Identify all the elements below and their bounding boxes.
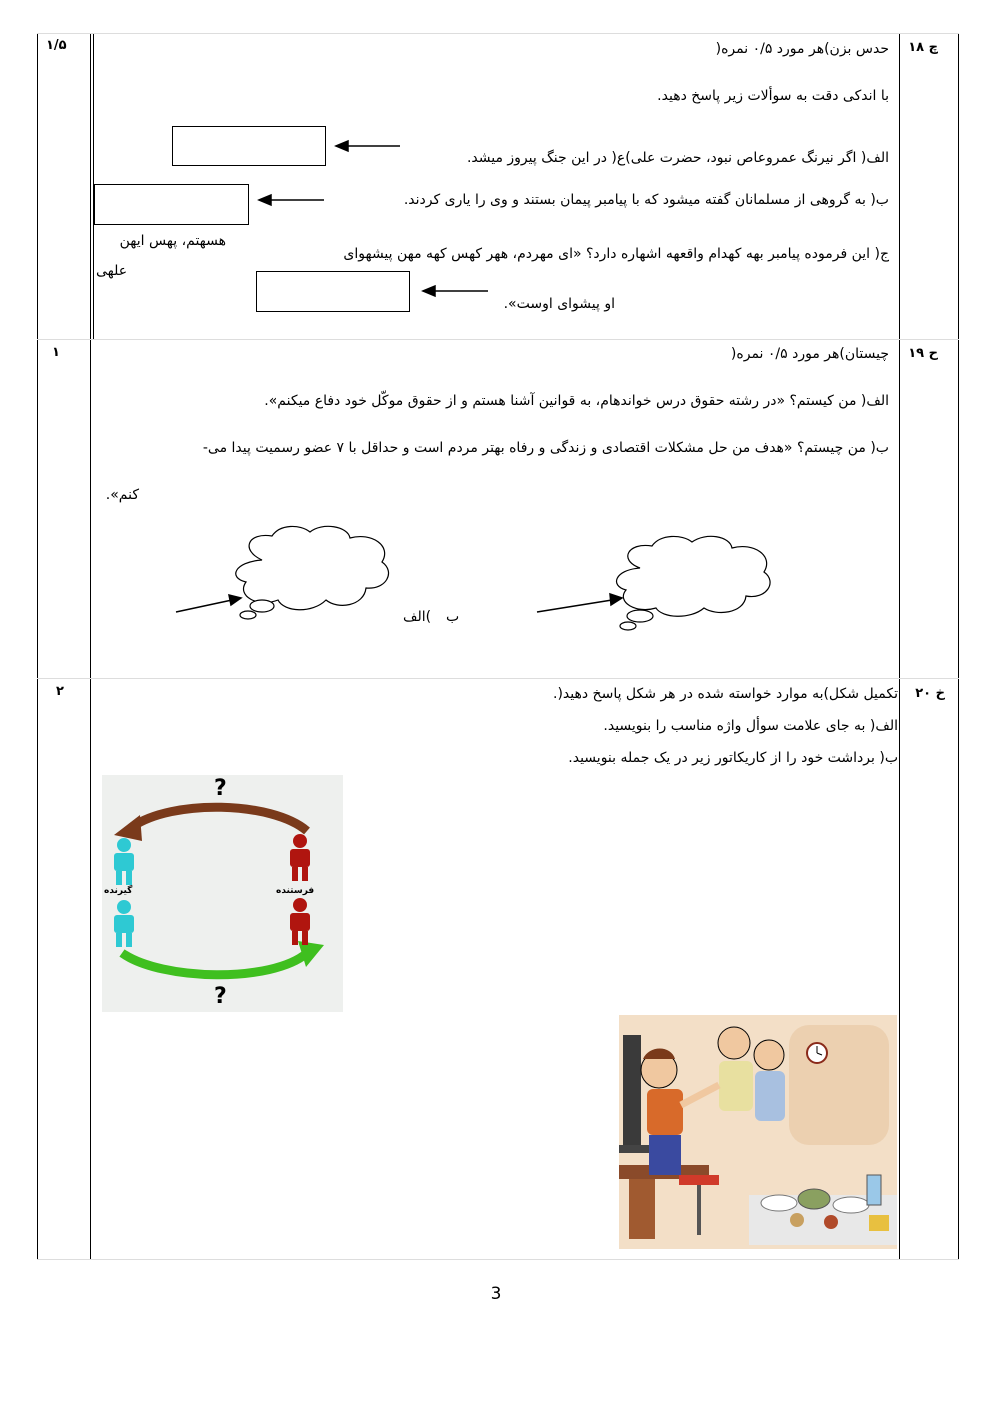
arrow-to-right-cloud <box>537 594 622 612</box>
q18-item-b: ب( به گروهی از مسلمانان گفته میشود که با پیامبر پیمان بستند و وی را یاری کردند. <box>403 192 889 208</box>
q20-item-a: الف( به جای علامت سوأل واژه مناسب را بنویسید. <box>603 718 898 734</box>
puller-head <box>718 1027 750 1059</box>
q18-instruction: با اندکی دقت به سوألات زیر پاسخ دهید. <box>657 88 889 104</box>
receiver-label: گیرنده <box>104 886 133 896</box>
caricature-image <box>619 1015 897 1249</box>
arrow-to-left-cloud <box>176 595 241 612</box>
question-number-18: چ ۱۸ <box>908 40 938 55</box>
feedback-arrowhead <box>114 815 142 841</box>
arrow-a <box>336 141 400 151</box>
thought-clouds <box>0 520 992 650</box>
q18-item-a: الف( اگر نیرنگ عمروعاص نبود، حضرت علی)ع( در این جنگ پیروز میشد. <box>466 150 889 166</box>
question-mark-top: ? <box>214 776 227 801</box>
thought-cloud-left <box>236 526 389 619</box>
question-score-20: ۲ <box>56 684 64 699</box>
sender-label: فرستنده <box>276 886 315 896</box>
q18-side-note-line1: هسهتم، پهس ایهن <box>119 233 226 249</box>
cloud-label-b: ب <box>446 609 460 625</box>
row-divider-bottom <box>37 1259 959 1260</box>
q19-item-b-line1: ب( من چیستم؟ «هدف من حل مشکلات اقتصادی و زندگی و رفاه بهتر مردم است و حداقل با ۷ عضو رسمیت پیدا می- <box>202 440 889 456</box>
sender-figure-bottom <box>290 898 310 945</box>
q20-title: تکمیل شکل)به موارد خواسته شده در هر شکل پاسخ دهید(. <box>553 686 898 702</box>
caricature-svg <box>619 1015 897 1249</box>
arrow-c <box>423 286 488 296</box>
second-person-head <box>754 1040 784 1070</box>
communication-diagram <box>102 775 343 1012</box>
arrow-b <box>259 195 324 205</box>
question-number-19: ح ۱۹ <box>908 346 938 361</box>
row-divider-19-20 <box>37 678 959 679</box>
communication-diagram-svg <box>102 775 343 1012</box>
q18-item-c-line2: او پیشوای اوست». <box>503 296 615 312</box>
thought-cloud-right <box>617 536 771 630</box>
q19-item-b-line2: کنم». <box>105 487 139 503</box>
q20-item-b: ب( برداشت خود را از کاریکاتور زیر در یک جمله بنویسید. <box>568 750 898 766</box>
q18-side-note-line2: علهی <box>96 263 128 279</box>
receiver-figure-bottom <box>114 900 134 947</box>
message-arrow <box>122 953 307 975</box>
question-score-18: ۱/۵ <box>46 38 67 53</box>
q18-item-c-line1: ج( این فرموده پیامبر بهه کهدام واقعهه اشهاره دارد؟ «ای مهردم، ههر کهس کهه مهن پیشهوای <box>343 246 889 262</box>
question-score-19: ۱ <box>52 345 60 360</box>
cloud-label-a: )الف <box>403 609 432 625</box>
receiver-figure-top <box>114 838 134 885</box>
q18-title: حدس بزن)هر مورد ۰/۵ نمره( <box>715 41 889 57</box>
chair <box>679 1175 719 1185</box>
page-number: 3 <box>490 1284 502 1304</box>
q19-item-a: الف( من کیستم؟ «در رشته حقوق درس خواندهام، به قوانین آشنا هستم و از حقوق موکّل خود دفاع میکنم». <box>264 393 889 409</box>
feedback-arrow <box>132 807 307 831</box>
question-number-20: خ ۲۰ <box>915 686 945 701</box>
sender-figure-top <box>290 834 310 881</box>
monitor <box>623 1035 641 1145</box>
q18-arrows <box>0 0 992 340</box>
q19-title: چیستان)هر مورد ۰/۵ نمره( <box>730 346 889 362</box>
question-mark-bottom: ? <box>214 984 227 1009</box>
